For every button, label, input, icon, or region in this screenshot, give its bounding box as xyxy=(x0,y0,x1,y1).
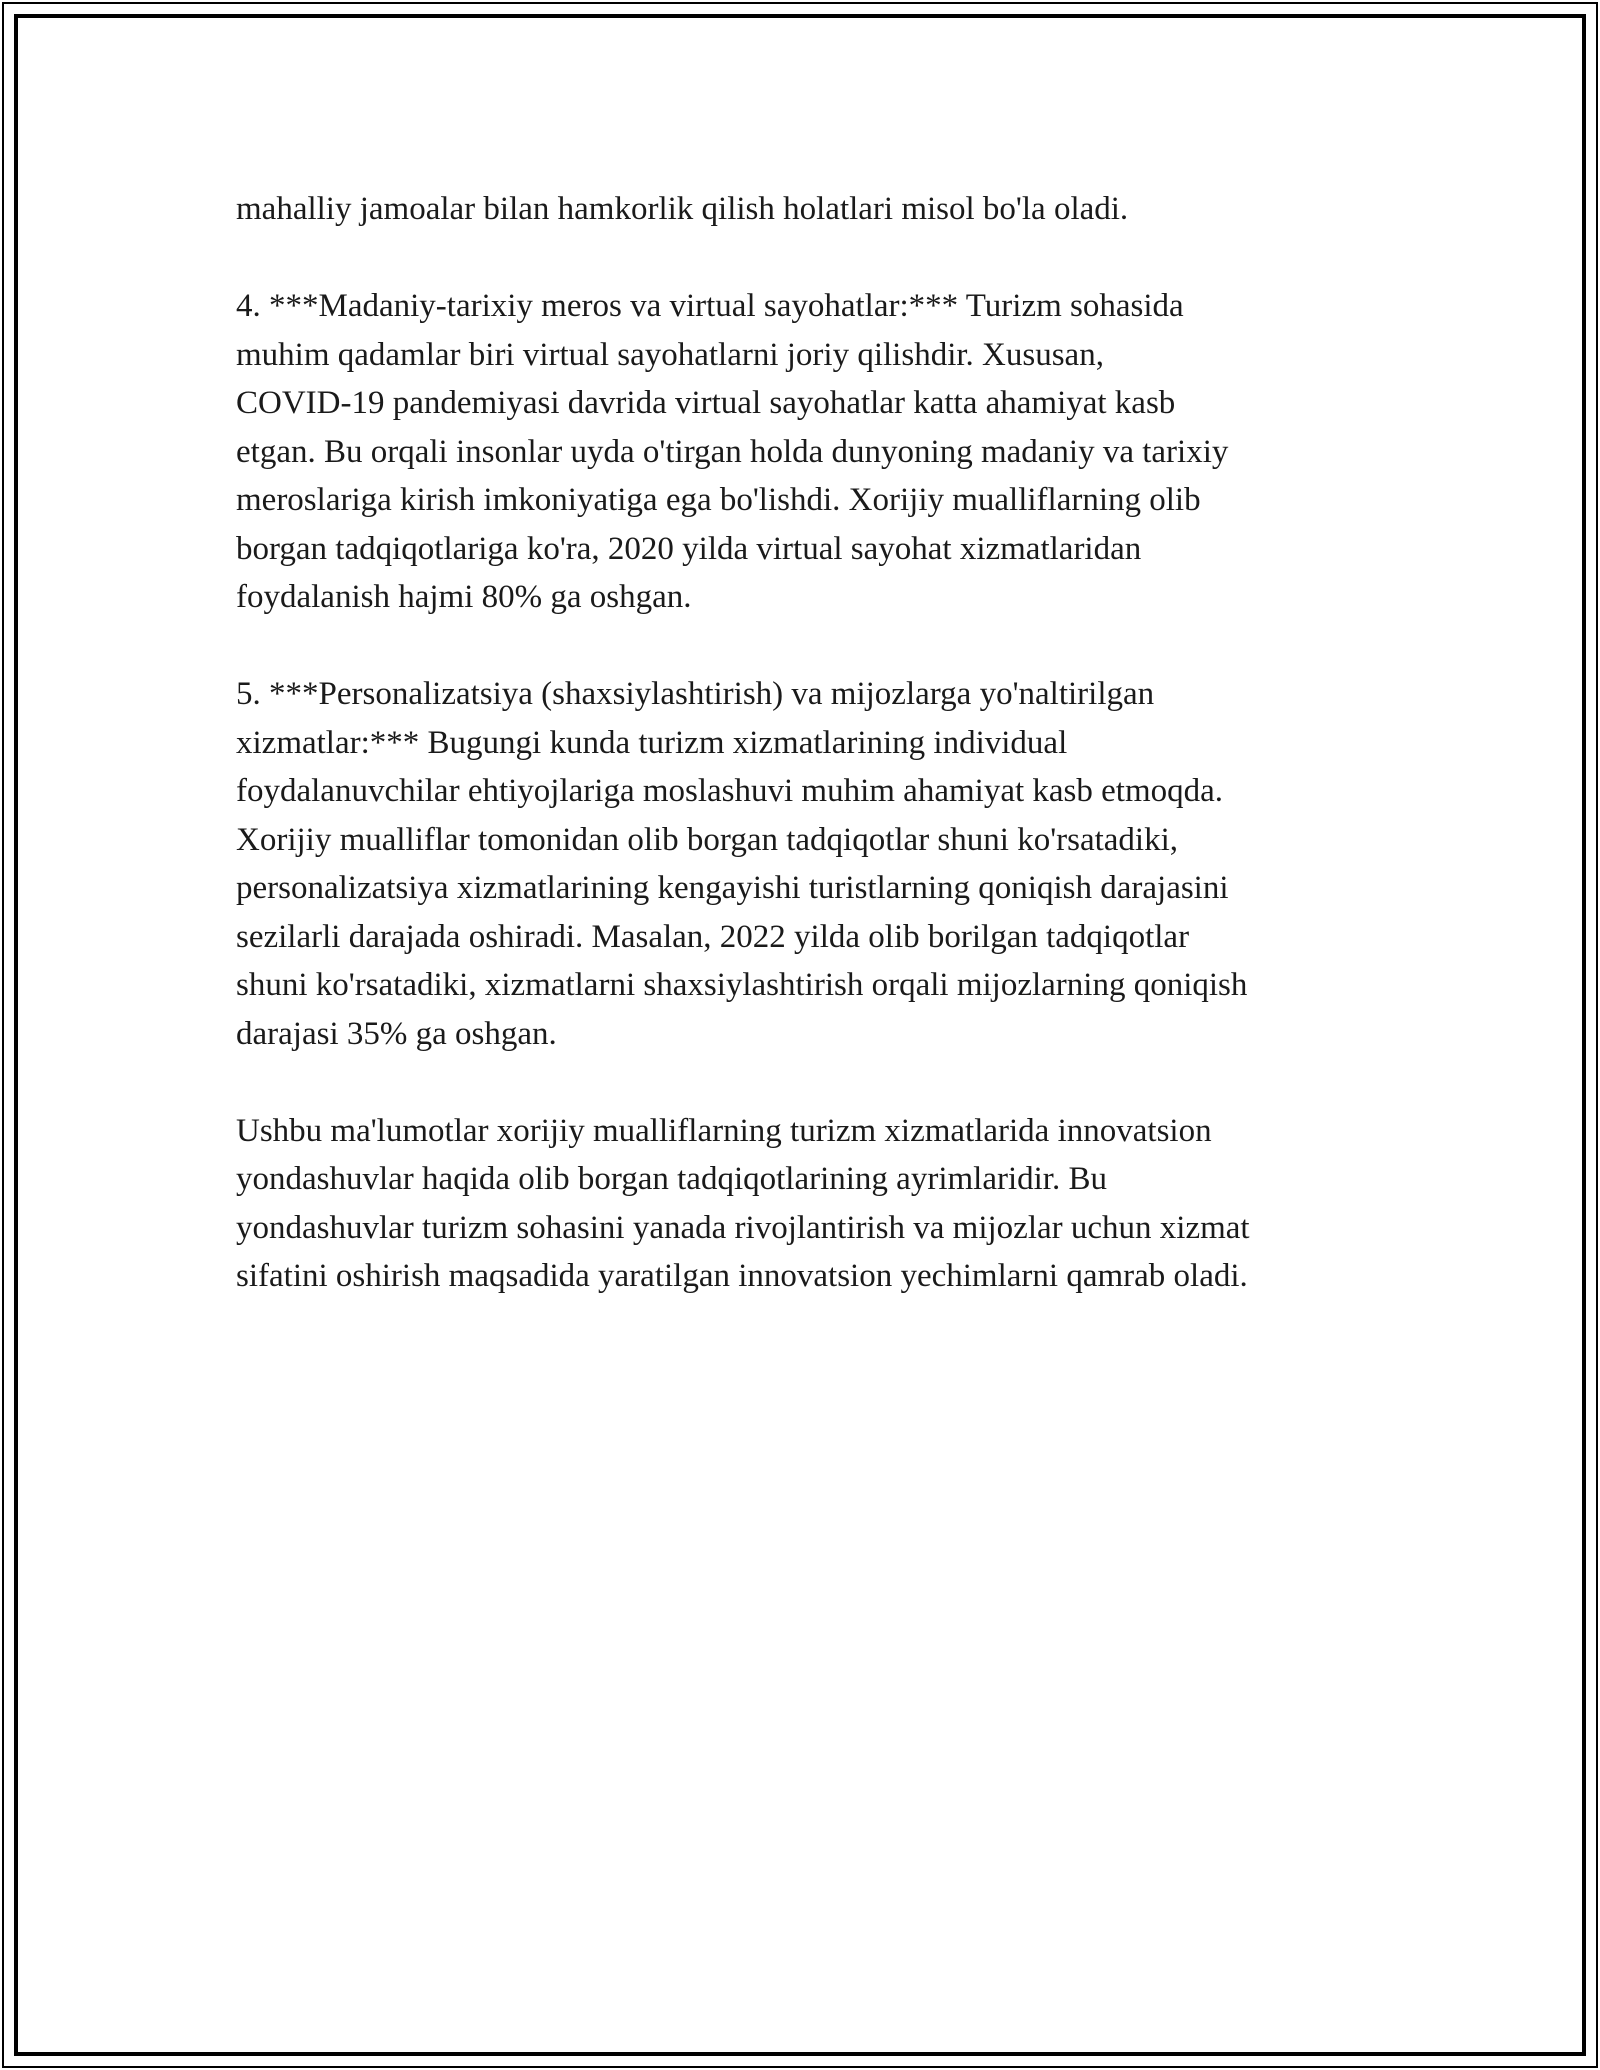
document-body xyxy=(236,185,1416,1349)
paragraph-conclusion: Ushbu ma'lumotlar xorijiy mualliflarning turizm xizmatlarida innovatsion yondashuvlar haqida olib borgan tadqiqotlarining ayrimlaridir. Bu yondashuvlar turizm sohasini yanada rivojlantirish va mijozlar uchun xizmat sifatini oshirish maqsadida yaratilgan innovatsion yechimlarni qamrab oladi. xyxy=(236,1112,1250,1294)
paragraph-intro-continuation: mahalliy jamoalar bilan hamkorlik qilish holatlari misol bo'la oladi. xyxy=(236,191,1129,227)
paragraph-item-4: 4. ***Madaniy-tarixiy meros va virtual sayohatlar:*** Turizm sohasida muhim qadamlar biri virtual sayohatlarni joriy qilishdir. Xususan, COVID-19 pandemiyasi davrida virtual sayohatlar katta ahamiyat kasb etgan. Bu orqali insonlar uyda o'tirgan holda dunyoning madaniy va tarixiy meroslariga kirish imkoniyatiga ega bo'lishdi. Xorijiy mualliflarning olib borgan tadqiqotlariga ko'ra, 2020 yilda virtual sayohat xizmatlaridan foydalanish hajmi 80% ga oshgan. xyxy=(236,288,1229,615)
paragraph-item-5: 5. ***Personalizatsiya (shaxsiylashtirish) va mijozlarga yo'naltirilgan xizmatlar:*** Bugungi kunda turizm xizmatlarining individual foydalanuvchilar ehtiyojlariga moslashuvi muhim ahamiyat kasb etmoqda. Xorijiy mualliflar tomonidan olib borgan tadqiqotlar shuni ko'rsatadiki, personalizatsiya xizmatlarining kengayishi turistlarning qoniqish darajasini sezilarli darajada oshiradi. Masalan, 2022 yilda olib borilgan tadqiqotlar shuni ko'rsatadiki, xizmatlarni shaxsiylashtirish orqali mijozlarning qoniqish darajasi 35% ga oshgan. xyxy=(236,676,1248,1052)
